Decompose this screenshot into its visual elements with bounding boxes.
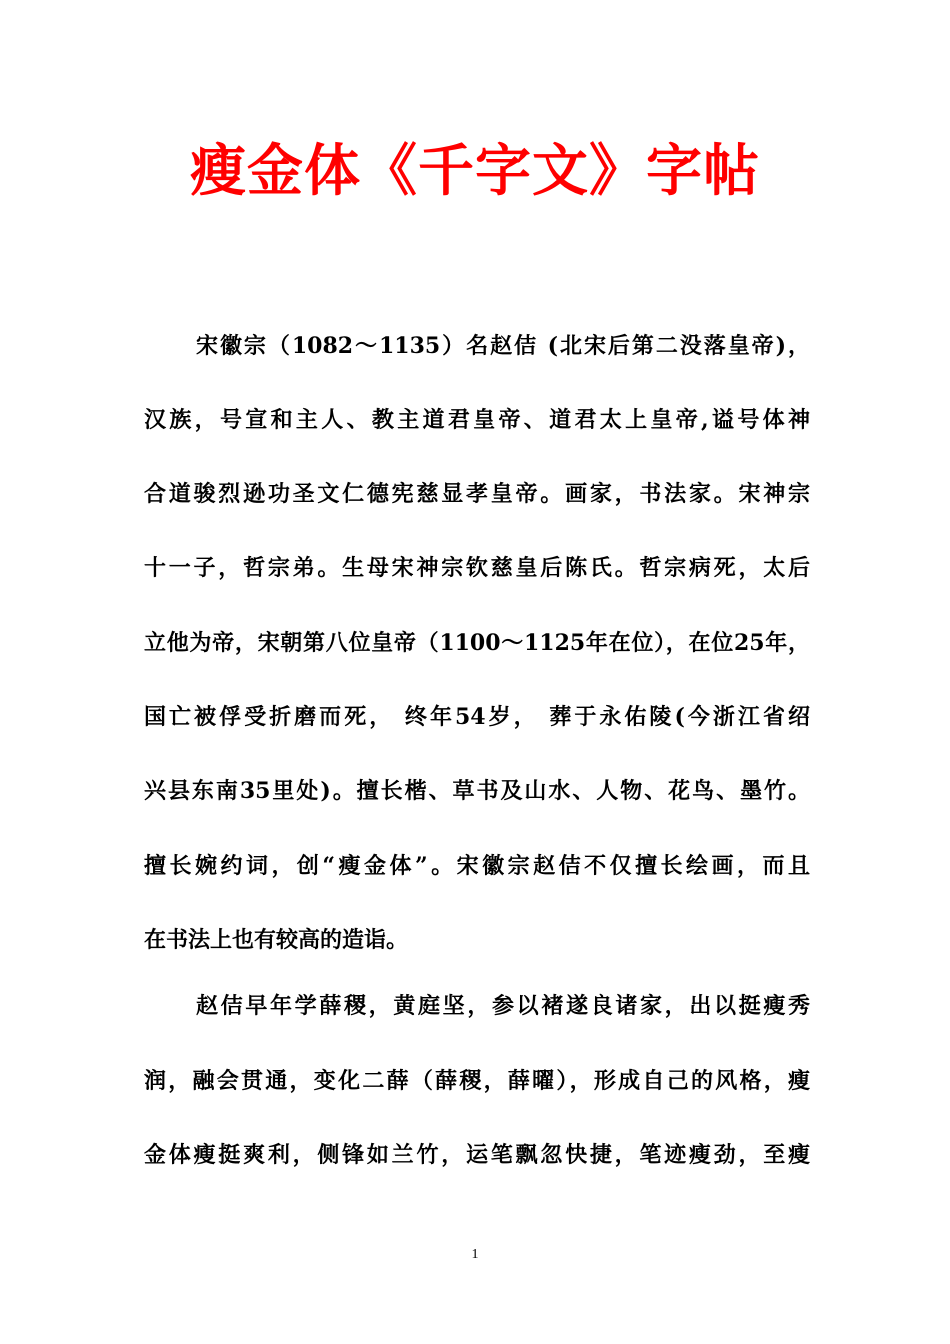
paragraph-2-line-1: 赵佶早年学薛稷，黄庭坚，参以褚遂良诸家，出以挺瘦秀 — [196, 993, 810, 1019]
paragraph-1-line-3: 合道骏烈逊功圣文仁德宪慈显孝皇帝。画家，书法家。宋神宗 — [144, 481, 810, 507]
paragraph-1-line-5: 立他为帝，宋朝第八位皇帝（1100～1125年在位），在位25年， — [144, 630, 810, 656]
paragraph-1-line-6: 国亡被俘受折磨而死， 终年54岁， 葬于永佑陵(今浙江省绍 — [144, 704, 810, 730]
document-title: 瘦金体《千字文》字帖 — [190, 138, 760, 204]
paragraph-1-line-1: 宋徽宗（1082～1135）名赵佶 (北宋后第二没落皇帝)， — [196, 333, 810, 359]
paragraph-1-line-2: 汉族，号宣和主人、教主道君皇帝、道君太上皇帝,谥号体神 — [144, 407, 810, 433]
page-number: 1 — [471, 1247, 479, 1262]
paragraph-2-line-2: 润，融会贯通，变化二薛（薛稷，薛曜），形成自己的风格，瘦 — [144, 1068, 810, 1094]
paragraph-1-line-4: 十一子，哲宗弟。生母宋神宗钦慈皇后陈氏。哲宗病死，太后 — [144, 555, 810, 581]
paragraph-2-line-3: 金体瘦挺爽利，侧锋如兰竹，运笔飘忽快捷，笔迹瘦劲，至瘦 — [144, 1142, 810, 1168]
paragraph-1-line-7: 兴县东南35里处)。擅长楷、草书及山水、人物、花鸟、墨竹。 — [144, 778, 810, 804]
paragraph-1-line-8: 擅长婉约词，创“瘦金体”。宋徽宗赵佶不仅擅长绘画，而且 — [144, 853, 810, 879]
paragraph-1-line-9: 在书法上也有较高的造诣。 — [144, 927, 409, 953]
